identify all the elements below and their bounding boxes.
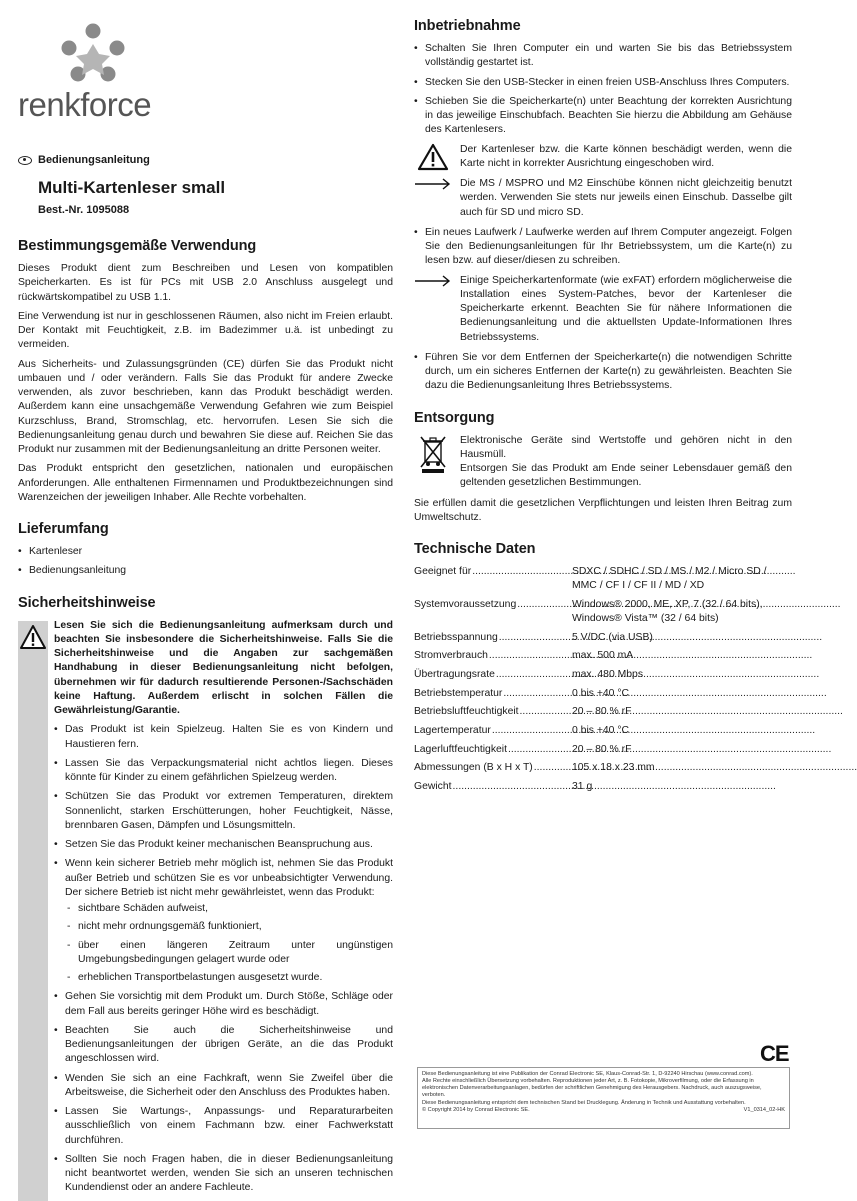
right-column [414, 18, 792, 799]
safety-block [18, 619, 393, 1201]
list-item-text: Wenn kein sicherer Betrieb mehr möglich ist, nehmen Sie das Produkt außer Betrieb und schützen Sie es vor unbeabsichtigter Verwendung. Der sichere Betrieb ist nicht mehr gewährleistet, wenn das Produkt: [65, 858, 393, 898]
tech-value: max. 480 Mbps [572, 669, 644, 681]
list-item: • Führen Sie vor dem Entfernen der Speicherkarte(n) die notwendigen Schritte durch, um ein sicheres Entfernen der Karte(n) zu gewährleisten. Beachten Sie dazu die Bedienungsanleitung Ihres Betriebssystems. [414, 351, 792, 394]
arrow-note [414, 274, 792, 345]
tech-row [414, 743, 792, 757]
intended-use-paragraph: Das Produkt entspricht den gesetzlichen, nationalen und europäischen Anforderungen. Alle enthaltenen Firmennamen und Produktbezeichnungen sind Warenzeichen der jeweiligen Inhaber. Alle Rechte vorbehalten. [18, 463, 393, 503]
imprint-line: Alle Rechte einschließlich Übersetzung vorbehalten. Reproduktionen jeder Art, z. B. Fotokopie, Mikroverfilmung, oder die Erfassung in elektronischen Datenverarbeitungsanlagen, bedürfen der schriftlichen Genehmigung des Herausgebers. Nachdruck, auch auszugsweise, verboten. [422, 1078, 762, 1099]
disposal-heading: Entsorgung [414, 409, 495, 426]
list-item: • Setzen Sie das Produkt keiner mechanischen Beanspruchung aus. [54, 838, 393, 852]
tech-label: Stromverbrauch [414, 650, 488, 662]
eye-icon [18, 156, 32, 165]
tech-label: Übertragungsrate [414, 669, 495, 681]
intended-use-heading: Bestimmungsgemäße Verwendung [18, 238, 257, 254]
tech-value: 0 bis +40 °C [572, 687, 630, 699]
tech-row [414, 668, 792, 682]
product-title: Multi-Kartenleser small [38, 178, 226, 197]
intended-use-paragraph: Eine Verwendung ist nur in geschlossenen Räumen, also nicht im Freien erlaubt. Der Kontakt mit Feuchtigkeit, z.B. im Badezimmer u.ä. ist unbedingt zu vermeiden. [18, 310, 393, 351]
version-code: V1_0314_02-HK [743, 1106, 785, 1113]
safety-sub-list [65, 902, 393, 985]
manual-label [18, 154, 393, 166]
tech-table [414, 565, 792, 794]
tech-label: Lagertemperatur [414, 724, 491, 736]
list-item: • Ein neues Laufwerk / Laufwerke werden auf Ihrem Computer angezeigt. Folgen Sie den Bedienungsanleitungen für Ihr Betriebssystem, um die Karte(n) zu lesen bzw. auf dieser/diesen zu schreiben. [414, 226, 792, 269]
tech-row [414, 687, 792, 701]
imprint-footer [422, 1107, 785, 1114]
tech-value: SDXC / SDHC / SD / MS / M2 / Micro SD / MMC / CF I / CF II / MD / XD [572, 566, 767, 592]
warning-note [414, 143, 792, 172]
warning-triangle-icon [19, 624, 47, 650]
list-item: • Schalten Sie Ihren Computer ein und warten Sie bis das Betriebssystem vollständig gestartet ist. [414, 42, 792, 71]
brand-name: renkforce [18, 86, 152, 123]
intended-use-paragraph: Aus Sicherheits- und Zulassungsgründen (CE) dürfen Sie das Produkt nicht umbauen und / oder verändern. Falls Sie das Produkt für andere Zwecke verwenden, als zuvor beschrieben, kann das Produkt beschädigt werden. Außerdem kann eine unsachgemäße Verwendung Gefahren wie zum Beispiel Kurzschluss, Brand, Stromschlag, etc. hervorrufen. Lesen Sie sich die Bedienungsanleitung genau durch und bewahren Sie diese auf. Reichen Sie das Produkt nur zusammen mit der Bedienungsanleitung an dritte Personen weiter. [18, 358, 393, 455]
tech-label: Betriebsspannung [414, 631, 498, 643]
sub-list-item: - erheblichen Transportbelastungen ausgesetzt wurde. [65, 971, 393, 985]
list-item: • Sollten Sie noch Fragen haben, die in dieser Bedienungsanleitung nicht beantwortet werden, wenden Sie sich an unseren technischen Kundendienst oder an andere Fachleute. [54, 1153, 393, 1196]
list-item: • Lassen Sie das Verpackungsmaterial nicht achtlos liegen. Dieses könnte für Kinder zu einem gefährlichen Spielzeug werden. [54, 757, 393, 786]
tech-row [414, 631, 792, 645]
arrow-note-text: Einige Speicherkartenformate (wie exFAT) erfordern möglicherweise die Installation eines System-Patches, bevor der Kartenleser die Speicherkarte erkennt. Beachten Sie für nähere Informationen die Bedienungsanleitung und die aktuellsten Update-Informationen Ihres Betriebssystems. [460, 274, 792, 343]
intended-use-paragraph: Dieses Produkt dient zum Beschreiben und Lesen von kompatiblen Speicherkarten. Es ist für PCs mit USB 2.0 Anschluss ausgelegt und rückwärtskompatibel zu USB 1.1. [18, 263, 393, 303]
tech-label: Geeignet für [414, 566, 472, 577]
list-item: • Bedienungsanleitung [18, 564, 393, 578]
setup-list-3 [414, 351, 792, 394]
tech-value: 20 – 80 % rF [572, 706, 632, 718]
disposal-text: Sie erfüllen damit die gesetzlichen Verpflichtungen und leisten Ihren Beitrag zum Umweltschutz. [414, 497, 792, 523]
list-item: • Schieben Sie die Speicherkarte(n) unter Beachtung der korrekten Ausrichtung in das jeweilige Einschubfach. Beachten Sie hierzu die Abbildung am Gehäuse des Kartenlesers. [414, 95, 792, 138]
arrow-right-icon [414, 274, 452, 288]
scope-heading: Lieferumfang [18, 521, 109, 537]
list-item: • Gehen Sie vorsichtig mit dem Produkt um. Durch Stöße, Schläge oder dem Fall aus bereits geringer Höhe wird es beschädigt. [54, 990, 393, 1019]
list-item: • Schützen Sie das Produkt vor extremen Temperaturen, direktem Sonnenlicht, starken Erschütterungen, hoher Feuchtigkeit, Nässe, brennbaren Gasen, Dämpfen und Lösungsmitteln. [54, 790, 393, 833]
tech-label: Systemvoraussetzung [414, 598, 517, 610]
safety-body [54, 619, 393, 1201]
safety-list [54, 723, 393, 1195]
tech-label: Gewicht [414, 780, 452, 792]
imprint-box [417, 1067, 790, 1129]
tech-row [414, 780, 792, 794]
list-item [54, 857, 393, 985]
crossed-bin-icon [418, 434, 448, 474]
tech-label: Betriebsluftfeuchtigkeit [414, 706, 519, 718]
tech-value: 5 V/DC (via USB) [572, 631, 653, 643]
list-item: • Wenden Sie sich an eine Fachkraft, wenn Sie Zweifel über die Arbeitsweise, die Sicherheit oder den Anschluss des Produktes haben. [54, 1072, 393, 1101]
tech-value: 105 x 18 x 23 mm [572, 762, 655, 774]
sub-list-item: - über einen längeren Zeitraum unter ungünstigen Umgebungsbedingungen gelagert wurde oder [65, 939, 393, 968]
imprint-line: Diese Bedienungsanleitung ist eine Publikation der Conrad Electronic SE, Klaus-Conrad-Str. 1, D-92240 Hirschau (www.conrad.com). [422, 1071, 753, 1077]
safety-sidebar [18, 621, 48, 1201]
tech-row [414, 761, 792, 775]
warning-triangle-icon [417, 143, 449, 171]
list-item: • Lassen Sie Wartungs-, Anpassungs- und Reparaturarbeiten ausschließlich von einem Fachmann bzw. einer Fachwerkstatt durchführen. [54, 1105, 393, 1148]
setup-heading: Inbetriebnahme [414, 18, 521, 34]
tech-row [414, 649, 792, 663]
setup-list-2 [414, 226, 792, 269]
list-item: • Das Produkt ist kein Spielzeug. Halten Sie es von Kindern und Haustieren fern. [54, 723, 393, 752]
tech-row [414, 724, 792, 738]
tech-heading: Technische Daten [414, 541, 536, 557]
copyright: © Copyright 2014 by Conrad Electronic SE. [422, 1106, 530, 1113]
tech-label: Lagerluftfeuchtigkeit [414, 743, 507, 755]
arrow-note [414, 177, 792, 220]
sub-list-item: - nicht mehr ordnungsgemäß funktioniert, [65, 920, 393, 934]
setup-list [414, 42, 792, 138]
tech-row [414, 705, 792, 719]
tech-label: Abmessungen (B x H x T) [414, 762, 533, 774]
imprint-line: Diese Bedienungsanleitung entspricht dem technischen Stand bei Drucklegung. Änderung in Technik und Ausstattung vorbehalten. [422, 1099, 746, 1106]
list-item: • Stecken Sie den USB-Stecker in einen freien USB-Anschluss Ihres Computers. [414, 76, 792, 90]
sub-list-item: - sichtbare Schäden aufweist, [65, 902, 393, 916]
order-number: Best.-Nr. 1095088 [38, 204, 130, 216]
tech-value: 31 g [572, 780, 593, 792]
disposal-text: Elektronische Geräte sind Wertstoffe und gehören nicht in den Hausmüll. [460, 434, 792, 460]
tech-row [414, 565, 792, 594]
scope-list [18, 545, 393, 579]
arrow-right-icon [414, 177, 452, 191]
manual-label-text: Bedienungsanleitung [38, 154, 150, 166]
left-column [18, 18, 393, 1201]
disposal-note [414, 434, 792, 491]
disposal-text: Entsorgen Sie das Produkt am Ende seiner Lebensdauer gemäß den geltenden gesetzlichen Bestimmungen. [460, 463, 792, 489]
ce-mark: CE [760, 1041, 789, 1066]
arrow-note-text: Die MS / MSPRO und M2 Einschübe können nicht gleichzeitig benutzt werden. Verwenden Sie stets nur jeweils einen Einschub. Dasselbe gilt auch für SD und micro SD. [460, 178, 792, 218]
brand-logo [18, 18, 393, 128]
tech-value: 0 bis +40 °C [572, 724, 630, 736]
safety-intro: Lesen Sie sich die Bedienungsanleitung aufmerksam durch und beachten Sie insbesondere die Sicherheitshinweise. Falls Sie die Sicherheitshinweise und die Angaben zur sachgemäßen Handhabung in dieser Bedienungsanleitung nicht befolgen, übernehmen wir für dadurch resultierende Personen-/Sachschäden keine Haftung. Außerdem erlischt in solchen Fällen die Gewährleistung/Garantie. [54, 619, 393, 716]
renkforce-star-icon [50, 22, 136, 86]
tech-value: 20 – 80 % rF [572, 743, 632, 755]
tech-value: Windows® 2000, ME, XP, 7 (32 / 64 bits), Windows® Vista™ (32 / 64 bits) [572, 598, 763, 625]
tech-value: max. 500 mA [572, 650, 634, 662]
list-item: • Beachten Sie auch die Sicherheitshinweise und Bedienungsanleitungen der übrigen Geräte, an die das Produkt angeschlossen wird. [54, 1024, 393, 1067]
list-item: • Kartenleser [18, 545, 393, 559]
safety-heading: Sicherheitshinweise [18, 594, 156, 611]
tech-row [414, 598, 792, 627]
tech-label: Betriebstemperatur [414, 687, 503, 699]
warning-note-text: Der Kartenleser bzw. die Karte können beschädigt werden, wenn die Karte nicht in korrekter Ausrichtung eingeschoben wird. [460, 143, 792, 169]
